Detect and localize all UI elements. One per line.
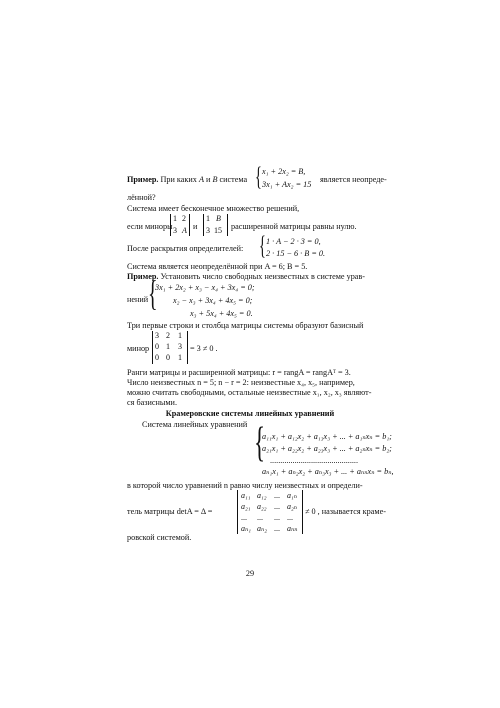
text: нений [127, 295, 149, 304]
cell: a₁₂ [257, 491, 267, 500]
cell: ... [274, 491, 280, 500]
text: Три первые строки и столбца матрицы системы образуют базисный [127, 321, 364, 330]
equation: x₃ + 5x₄ + 4x₅ = 0. [190, 309, 253, 318]
cell: ... [274, 502, 280, 511]
cell: 15 [214, 226, 222, 235]
text: Число неизвестных n = 5; n − r = 2: неизвестные x₄, x₅, например, [127, 378, 355, 387]
cell: aₙ₂ [257, 524, 268, 533]
example-lead: Пример. [127, 175, 159, 184]
equation: x₂ − x₃ + 3x₄ + 4x₅ = 0; [173, 296, 253, 305]
cell: 0 [155, 342, 159, 351]
cell: 3 [178, 342, 182, 351]
cell: ... [274, 524, 280, 533]
text: если миноры [127, 222, 173, 231]
cell: ... [241, 513, 247, 522]
cell: aₙ₁ [241, 524, 252, 533]
section-title: Крамеровские системы линейных уравнений [165, 409, 335, 418]
cell: a₂₂ [257, 502, 267, 511]
system-eq2: 3x₁ + Ax₂ = 15 [262, 180, 312, 189]
text: = 3 ≠ 0 . [190, 344, 218, 353]
cell: 1 [206, 214, 210, 223]
cell: 3 [155, 331, 159, 340]
brace: { [259, 231, 266, 260]
equation: 2 · 15 − 6 · B = 0. [266, 249, 326, 258]
text: минор [127, 344, 150, 353]
text: расширенной матрицы равны нулю. [231, 222, 357, 231]
cell: 1 [173, 214, 177, 223]
text: является неопреде- [320, 175, 387, 184]
cell: B [216, 214, 221, 223]
text: Установить число свободных неизвестных в системе урав- [160, 272, 366, 281]
var-a: A [198, 175, 204, 184]
text: ся базисными. [127, 398, 177, 407]
equation: a₂₁x₁ + a₂₂x₂ + a₂₃x₃ + ... + a₂ₙxₙ = b₂; [262, 444, 392, 453]
cell: A [182, 226, 187, 235]
text: и [206, 175, 211, 184]
cell: aₙₙ [287, 524, 298, 533]
equation: 1 · A − 2 · 3 = 0, [266, 237, 321, 246]
cell: 2 [182, 214, 186, 223]
text: Система линейных уравнений [142, 420, 248, 429]
cell: ... [287, 513, 293, 522]
cell: 0 [166, 353, 170, 362]
cell: a₁₁ [241, 491, 251, 500]
brace: { [254, 420, 266, 466]
text: ≠ 0 , называется краме- [305, 507, 386, 516]
text: система [219, 175, 248, 184]
cell: 1 [166, 342, 170, 351]
cell: a₂₁ [241, 502, 251, 511]
page-number: 29 [245, 569, 255, 578]
equation: 3x₁ + 2x₂ + x₃ − x₄ + 3x₄ = 0; [155, 283, 255, 292]
example1-first-line [127, 175, 247, 185]
text: и [193, 222, 198, 231]
cell: 3 [206, 226, 210, 235]
text: Система имеет бесконечное множество решений, [127, 204, 300, 213]
cell: 1 [178, 331, 182, 340]
system-eq1: x₁ + 2x₂ = B, [262, 167, 306, 176]
cell: a₁ₙ [287, 491, 298, 500]
equation: aₙ₁x₁ + aₙ₂x₂ + aₙ₃x₃ + ... + aₙₙxₙ = bₙ, [262, 467, 394, 476]
cell: 3 [173, 226, 177, 235]
example2-first-line [127, 272, 365, 282]
cell: a₂ₙ [287, 502, 298, 511]
text: в которой число уравнений n равно числу неизвестных и определи- [127, 481, 363, 490]
text: ровской системой. [127, 533, 192, 542]
text: После раскрытия определителей: [127, 244, 244, 253]
text: При каких [160, 175, 197, 184]
cell: ... [257, 513, 263, 522]
equation: a₁₁x₁ + a₁₂x₂ + a₁₃x₃ + ... + a₁ₙxₙ = b₁; [262, 432, 392, 441]
text: ........................................... [270, 456, 359, 465]
system-brace: { [255, 162, 262, 191]
example-lead: Пример. [127, 272, 159, 281]
cell: 1 [178, 353, 182, 362]
text: тель матрицы detA = Δ = [127, 507, 213, 516]
text: Система является неопределённой при A = 6; B = 5. [127, 262, 308, 271]
cell: 2 [166, 331, 170, 340]
cell: 0 [155, 353, 159, 362]
brace: { [148, 273, 158, 313]
cell: ... [274, 513, 280, 522]
var-b: B [212, 175, 218, 184]
text: можно считать свободными, остальные неизвестные x₁, x₂, x₃ являют- [127, 388, 372, 397]
text: Ранги матрицы и расширенной матрицы: r = rangA = rangAᵀ = 3. [127, 368, 351, 377]
text: лённой? [127, 193, 156, 202]
